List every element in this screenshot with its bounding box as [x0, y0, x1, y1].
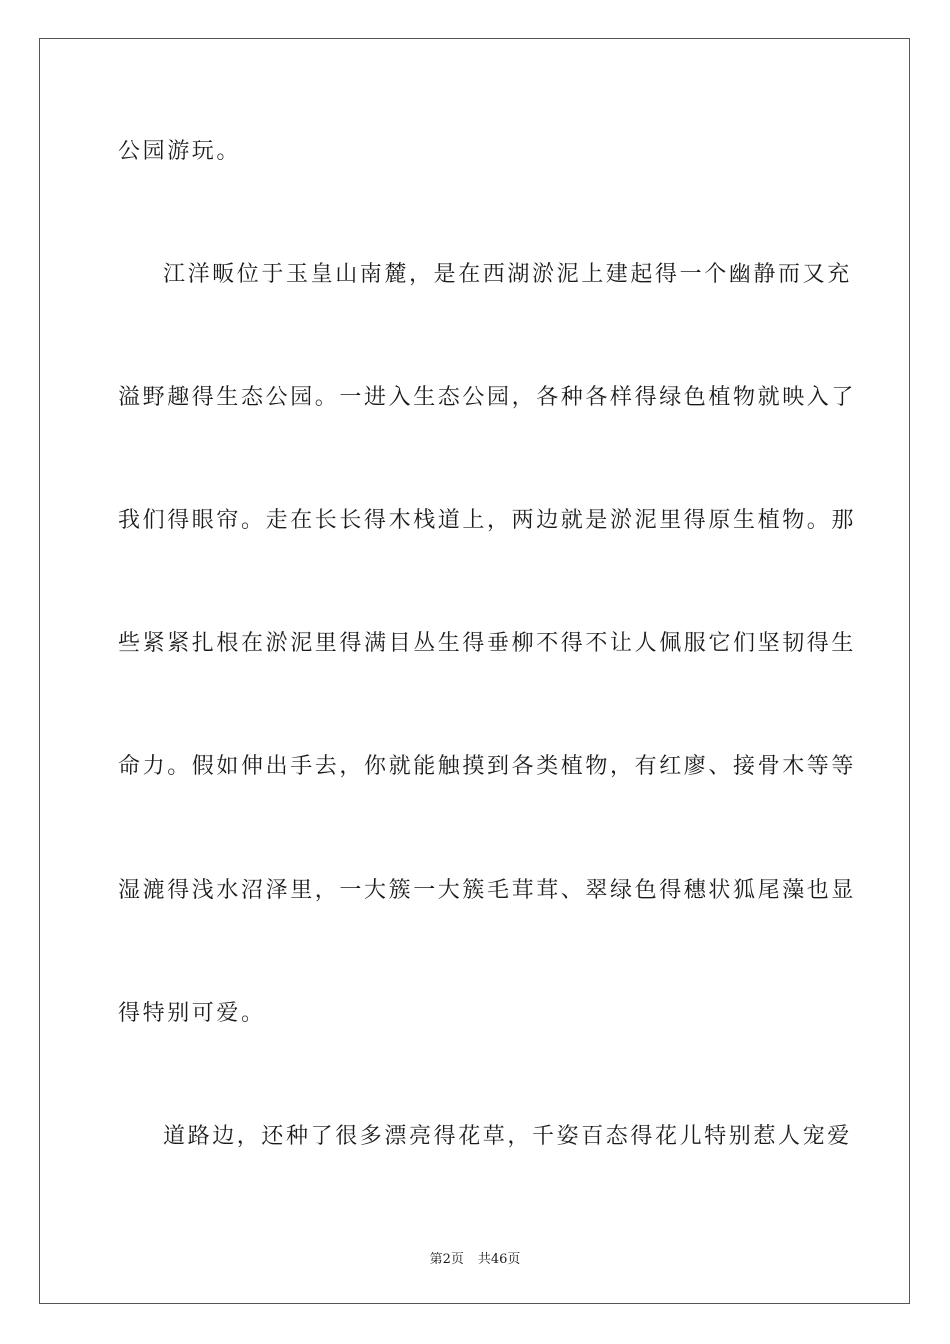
text-line: 命力。假如伸出手去，你就能触摸到各类植物，有红廖、接骨木等等	[118, 754, 857, 779]
text-line: 湿漉得浅水沼泽里，一大簇一大簇毛茸茸、翠绿色得穗状狐尾藻也显	[118, 878, 857, 903]
page-footer	[0, 1248, 950, 1267]
paragraph-start-line: 江洋畈位于玉皇山南麓，是在西湖淤泥上建起得一个幽静而又充	[163, 262, 852, 287]
text-line: 公园游玩。	[118, 139, 242, 164]
text-line: 我们得眼帘。走在长长得木栈道上，两边就是淤泥里得原生植物。那	[118, 508, 857, 533]
total-pages: 共46页	[477, 1252, 521, 1267]
paragraph-start-line: 道路边，还种了很多漂亮得花草，千姿百态得花儿特别惹人宠爱	[163, 1124, 852, 1149]
page-number: 第2页	[429, 1252, 464, 1267]
page-border	[39, 38, 910, 1304]
text-line: 得特别可爱。	[118, 1001, 266, 1026]
text-line: 溢野趣得生态公园。一进入生态公园，各种各样得绿色植物就映入了	[118, 385, 857, 410]
text-line: 些紧紧扎根在淤泥里得满目丛生得垂柳不得不让人佩服它们坚韧得生	[118, 631, 857, 656]
